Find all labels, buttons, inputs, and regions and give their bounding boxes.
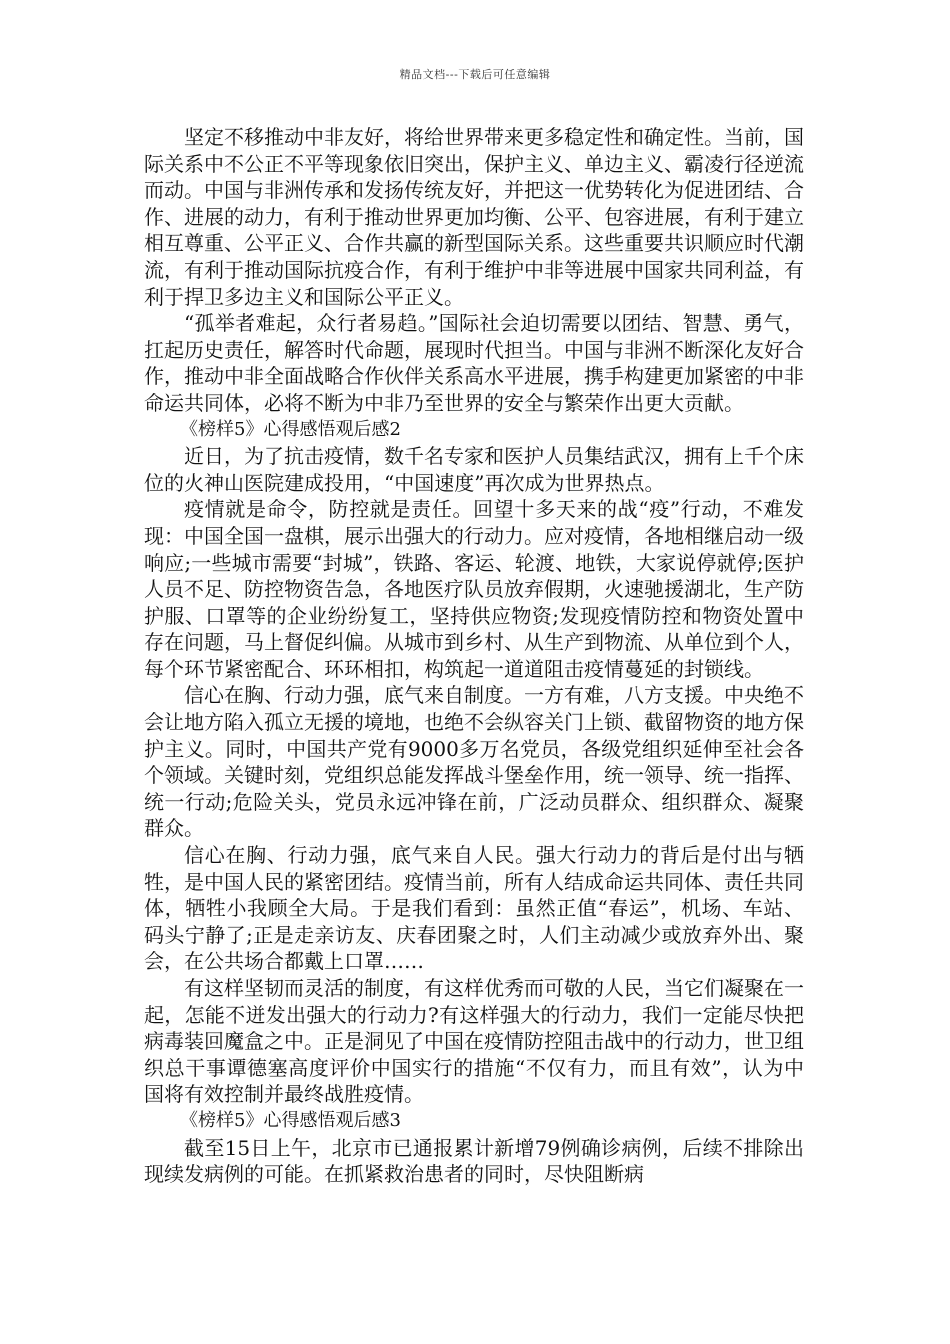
paragraph: 近日，为了抗击疫情，数千名专家和医护人员集结武汉，拥有上千个床位的火神山医院建成投用，“中国速度”再次成为世界热点。 — [144, 444, 804, 495]
paragraph: 有这样坚韧而灵活的制度，有这样优秀而可敬的人民，当它们凝聚在一起，怎能不迸发出强大的行动力?有这样强大的行动力，我们一定能尽快把病毒装回魔盒之中。正是洞见了中国在疫情防控阻击战中的行动力，世卫组织总干事谭德塞高度评价中国实行的措施“不仅有力，而且有效”，认为中国将有效控制并最终战胜疫情。 — [144, 976, 804, 1107]
section-heading: 《榜样5》心得感悟观后感2 — [180, 418, 401, 440]
paragraph: 截至15日上午，北京市已通报累计新增79例确诊病例，后续不排除出现续发病例的可能。在抓紧救治患者的同时，尽快阻断病 — [144, 1135, 804, 1187]
paragraph: 信心在胸、行动力强，底气来自人民。强大行动力的背后是付出与牺牲，是中国人民的紧密团结。疫情当前，所有人结成命运共同体、责任共同体，牺牲小我顾全大局。于是我们看到：虽然正值“春运”，机场、车站、码头宁静了;正是走亲访友、庆春团聚之时，人们主动减少或放弃外出、聚会，在公共场合都戴上口罩…… — [144, 843, 804, 974]
paragraph: 信心在胸、行动力强，底气来自制度。一方有难，八方支援。中央绝不会让地方陷入孤立无援的境地，也绝不会纵容关门上锁、截留物资的地方保护主义。同时，中国共产党有9000多万名党员，各级党组织延伸至社会各个领域。关键时刻，党组织总能发挥战斗堡垒作用，统一领导、统一指挥、统一行动;危险关头，党员永远冲锋在前，广泛动员群众、组织群众、凝聚群众。 — [144, 683, 804, 841]
document-body — [144, 124, 804, 1188]
page-header: 精品文档---下载后可任意编辑 — [399, 68, 551, 81]
paragraph: “孤举者难起，众行者易趋。”国际社会迫切需要以团结、智慧、勇气，扛起历史责任，解答时代命题，展现时代担当。中国与非洲不断深化友好合作，推动中非全面战略合作伙伴关系高水平进展，携手构建更加紧密的中非命运共同体，必将不断为中非乃至世界的安全与繁荣作出更大贡献。 — [144, 311, 804, 415]
paragraph: 疫情就是命令，防控就是责任。回望十多天来的战“疫”行动，不难发现：中国全国一盘棋，展示出强大的行动力。应对疫情，各地相继启动一级响应;一些城市需要“封城”，铁路、客运、轮渡、地铁，大家说停就停;医护人员不足、防控物资告急，各地医疗队员放弃假期，火速驰援湖北，生产防护服、口罩等的企业纷纷复工，坚持供应物资;发现疫情防控和物资处置中存在问题，马上督促纠偏。从城市到乡村、从生产到物流、从单位到个人，每个环节紧密配合、环环相扣，构筑起一道道阻击疫情蔓延的封锁线。 — [144, 497, 804, 681]
section-heading: 《榜样5》心得感悟观后感3 — [180, 1109, 401, 1131]
paragraph: 坚定不移推动中非友好，将给世界带来更多稳定性和确定性。当前，国际关系中不公正不平等现象依旧突出，保护主义、单边主义、霸凌行径逆流而动。中国与非洲传承和发扬传统友好，并把这一优势转化为促进团结、合作、进展的动力，有利于推动世界更加均衡、公平、包容进展，有利于建立相互尊重、公平正义、合作共赢的新型国际关系。这些重要共识顺应时代潮流，有利于推动国际抗疫合作，有利于维护中非等进展中国家共同利益，有利于捍卫多边主义和国际公平正义。 — [144, 125, 804, 309]
